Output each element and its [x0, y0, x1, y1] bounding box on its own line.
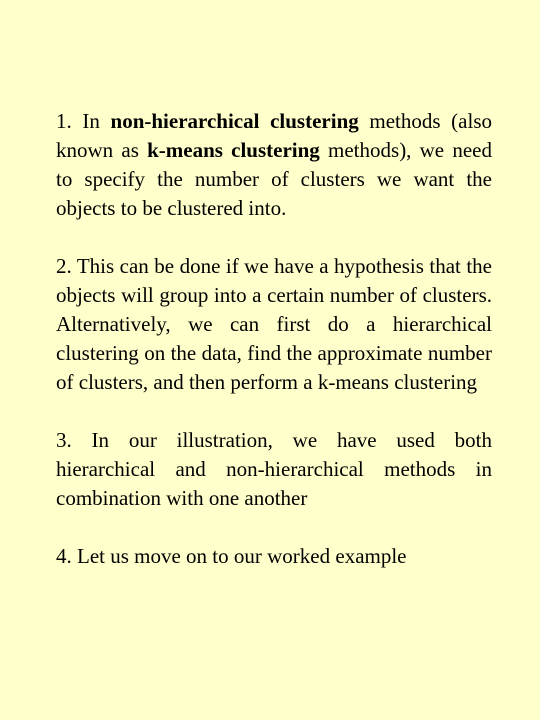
paragraph-2	[56, 252, 492, 397]
slide-text-body	[56, 107, 492, 571]
paragraph-3	[56, 426, 492, 513]
term-non-hierarchical-clustering: non-hierarchical clustering	[110, 109, 359, 133]
paragraph-1-text: 1. In	[56, 109, 111, 133]
paragraph-4	[56, 542, 492, 571]
term-k-means-clustering: k-means clustering	[147, 138, 320, 162]
paragraph-3-text: 3. In our illustration, we have used both hierarchical and non-hierarchical methods in combination with one another	[56, 428, 492, 510]
paragraph-1-text: methods), we need to specify the number of clusters we want the objects to be clustered into.	[56, 138, 492, 220]
paragraph-4-text: 4. Let us move on to our worked example	[56, 544, 407, 568]
paragraph-1	[56, 107, 492, 223]
paragraph-2-text: 2. This can be done if we have a hypothesis that the objects will group into a certain number of clusters. Alternatively, we can first do a hierarchical clustering on the data, find the approximate number of clusters, and then perform a k-means clustering	[56, 254, 492, 394]
paragraph-1-text: methods (also known as	[56, 109, 493, 162]
